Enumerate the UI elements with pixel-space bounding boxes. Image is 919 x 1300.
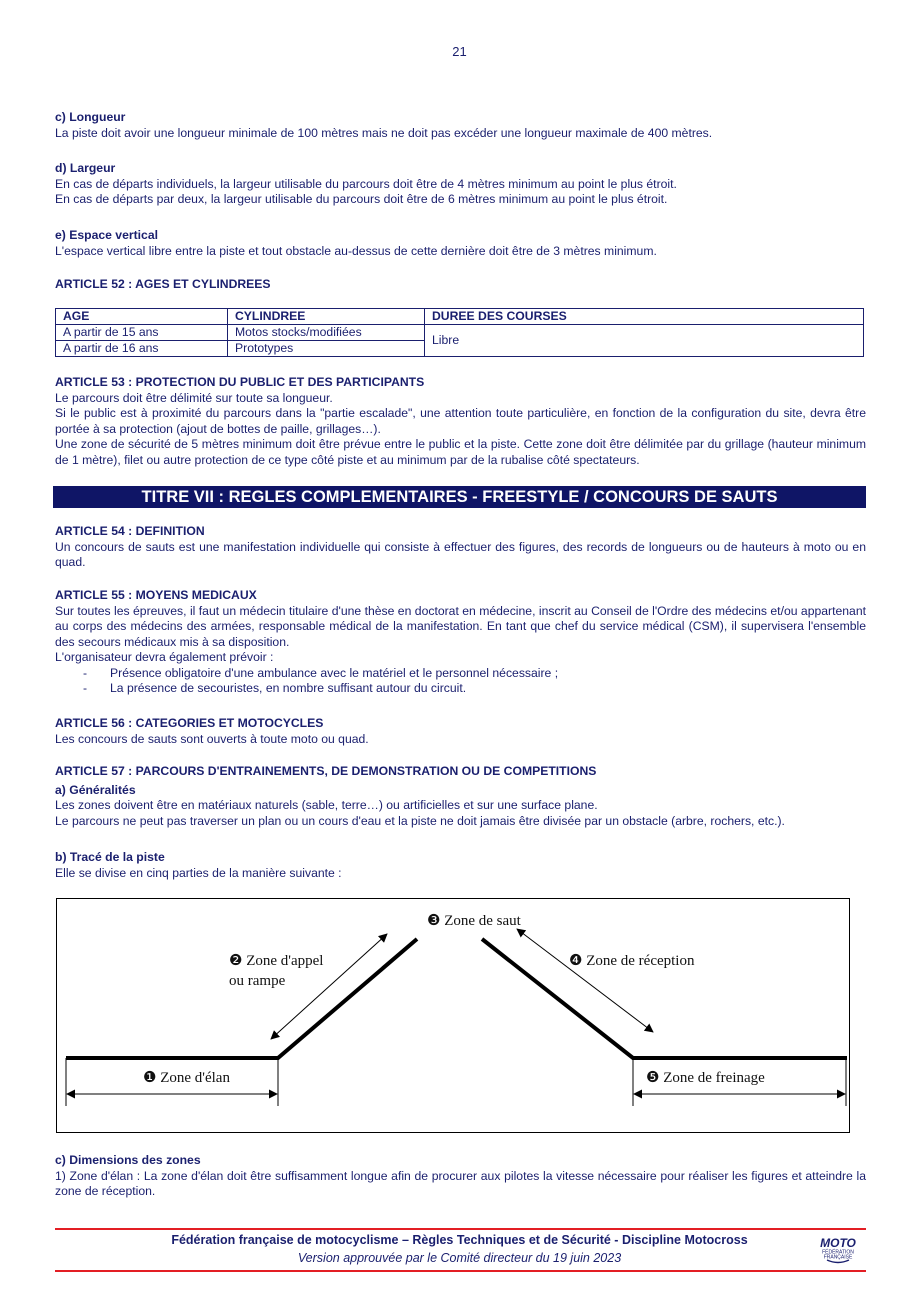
page-number: 21 (452, 44, 467, 59)
label-zone-freinage: ❺ Zone de freinage (646, 1070, 765, 1086)
table-cell-duree-libre: Libre (425, 325, 864, 357)
footer-version: Version approuvée par le Comité directeur du 19 juin 2023 (297, 1251, 622, 1265)
footer-rule-bottom (55, 1270, 866, 1272)
section-article-57 (55, 764, 866, 829)
heading-generalites: a) Généralités (55, 782, 136, 797)
text-dimensions-zones: 1) Zone d'élan : La zone d'élan doit être suffisamment longue afin de procurer aux pilotes la vitesse nécessaire pour réaliser les figures et atteindre la zone de réception. (55, 1168, 866, 1198)
bullet-dash: - (83, 681, 88, 695)
bullet-dash: - (83, 665, 88, 680)
text-generalites-1: Les zones doivent être en matériaux naturels (sable, terre…) ou artificielles et sur une surface plane. (55, 798, 598, 812)
list-item (55, 666, 866, 682)
track-diagram (56, 898, 850, 1133)
label-zone-appel-line1: ❷ Zone d'appel (229, 953, 324, 969)
label-zone-saut: ❸ Zone de saut (427, 913, 521, 929)
table-header-duree: DUREE DES COURSES (425, 309, 864, 325)
text-article-54: Un concours de sauts est une manifestation individuelle qui consiste à effectuer des figures, des records de longueurs ou de hauteurs à moto ou en quad. (55, 539, 866, 569)
ffm-logo (815, 1235, 861, 1265)
heading-article-56: ARTICLE 56 : CATEGORIES ET MOTOCYCLES (55, 716, 324, 730)
table-row (56, 325, 864, 341)
text-article-53-p2: Si le public est à proximité du parcours dans la "partie escalade", une attention toute particulière, en fonction de la configuration du site, devra être portée à sa protection (ajout de bottes de paille, grillages…). (55, 406, 866, 436)
text-generalites-2: Le parcours ne peut pas traverser un plan ou un cours d'eau et la piste ne doit jamais être divisée par un obstacle (arbre, rochers, etc.). (55, 813, 785, 828)
track-diagram-svg (57, 899, 849, 1132)
list-item-text: La présence de secouristes, en nombre suffisant autour du circuit. (110, 681, 467, 695)
section-dimensions-zones (55, 1153, 866, 1200)
list-item (55, 681, 866, 697)
text-article-53-p1: Le parcours doit être délimité sur toute sa longueur. (55, 390, 333, 405)
section-article-53 (55, 375, 866, 468)
text-largeur-1: En cas de départs individuels, la largeur utilisable du parcours doit être de 4 mètres minimum au point le plus étroit. (55, 176, 677, 191)
title-banner: TITRE VII : REGLES COMPLEMENTAIRES - FREESTYLE / CONCOURS DE SAUTS (53, 486, 866, 508)
text-article-56: Les concours de sauts sont ouverts à toute moto ou quad. (55, 731, 369, 746)
section-article-56 (55, 716, 866, 747)
section-espace-vertical (55, 228, 866, 259)
label-zone-appel (229, 951, 323, 991)
section-trace-piste (55, 850, 866, 881)
heading-article-53: ARTICLE 53 : PROTECTION DU PUBLIC ET DES PARTICIPANTS (55, 375, 425, 389)
text-espace-vertical: L'espace vertical libre entre la piste et tout obstacle au-dessus de cette dernière doit être de 3 mètres minimum. (55, 243, 657, 258)
heading-longueur: c) Longueur (55, 110, 126, 124)
footer-title: Fédération française de motocyclisme – Règles Techniques et de Sécurité - Discipline Motocross (171, 1233, 748, 1247)
label-zone-reception: ❹ Zone de réception (569, 953, 695, 969)
table-cell: Prototypes (228, 341, 425, 357)
label-zone-appel-line2: ou rampe (229, 973, 286, 989)
text-article-55-p1: Sur toutes les épreuves, il faut un médecin titulaire d'une thèse en doctorat en médecine, inscrit au Conseil de l'Ordre des médecins et/ou appartenant au corps des médecins des armées, responsable médical de la manifestation. En tant que chef du service médical (CSM), il supervisera l'ensemble des secours médicaux mis à sa disposition. (55, 603, 866, 649)
heading-dimensions-zones: c) Dimensions des zones (55, 1153, 201, 1167)
section-largeur (55, 161, 866, 208)
text-longueur: La piste doit avoir une longueur minimale de 100 mètres mais ne doit pas excéder une longueur maximale de 400 mètres. (55, 125, 713, 140)
table-cell: Motos stocks/modifiées (228, 325, 425, 341)
text-article-53-p3: Une zone de sécurité de 5 mètres minimum doit être prévue entre le public et la piste. Cette zone doit être délimitée par du grillage (hauteur minimum de 1 mètre), filet ou autre protection de ce type côté piste et au minimum par de la rubalise côté spectateurs. (55, 437, 866, 467)
table-cell: A partir de 16 ans (56, 341, 228, 357)
heading-article-57: ARTICLE 57 : PARCOURS D'ENTRAINEMENTS, DE DEMONSTRATION OU DE COMPETITIONS (55, 764, 597, 778)
logo-word: MOTO (820, 1236, 856, 1250)
table-header-row (56, 309, 864, 325)
section-article-55 (55, 588, 866, 697)
table-cell: A partir de 15 ans (56, 325, 228, 341)
heading-article-55: ARTICLE 55 : MOYENS MEDICAUX (55, 588, 257, 602)
ages-table-wrap (55, 308, 864, 357)
heading-espace-vertical: e) Espace vertical (55, 228, 158, 242)
section-longueur (55, 110, 866, 141)
table-header-cylindree: CYLINDREE (228, 309, 425, 325)
heading-trace-piste: b) Tracé de la piste (55, 850, 165, 864)
ffm-logo-icon (815, 1235, 861, 1265)
list-item-text: Présence obligatoire d'une ambulance avec le matériel et le personnel nécessaire ; (110, 665, 559, 680)
text-trace-piste: Elle se divise en cinq parties de la manière suivante : (55, 865, 342, 880)
text-article-55-p2: L'organisateur devra également prévoir : (55, 650, 274, 664)
heading-article-52: ARTICLE 52 : AGES ET CYLINDREES (55, 277, 271, 291)
table-header-age: AGE (56, 309, 228, 325)
article-55-list (55, 666, 866, 697)
footer-rule-top (55, 1228, 866, 1230)
heading-largeur: d) Largeur (55, 161, 116, 175)
heading-article-54: ARTICLE 54 : DEFINITION (55, 524, 205, 538)
ages-table (55, 308, 864, 357)
label-zone-elan: ❶ Zone d'élan (143, 1070, 230, 1086)
logo-sub2: FRANÇAISE (823, 1254, 853, 1261)
text-largeur-2: En cas de départs par deux, la largeur utilisable du parcours doit être de 6 mètres minimum au point le plus étroit. (55, 192, 668, 206)
logo-sub1: FÉDÉRATION (822, 1249, 854, 1256)
section-article-54 (55, 524, 866, 571)
